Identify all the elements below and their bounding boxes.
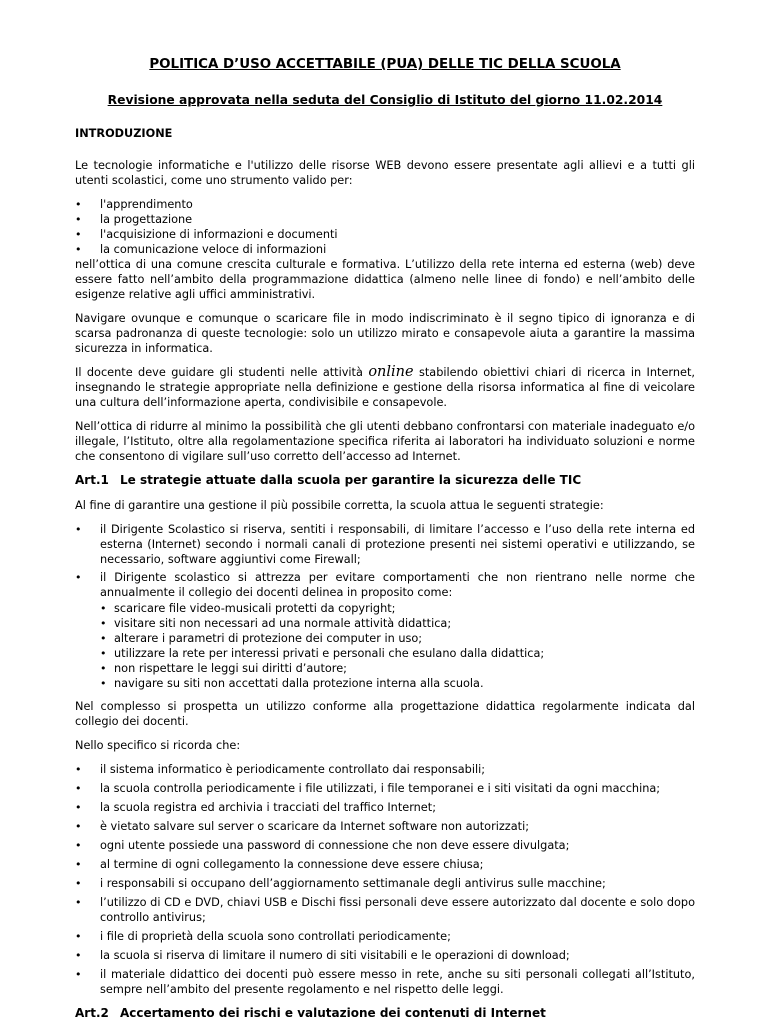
list-item: • la scuola si riserva di limitare il numero di siti visitabili e le operazioni di download;	[75, 948, 695, 963]
document-title: POLITICA D’USO ACCETTABILE (PUA) DELLE TIC DELLA SCUOLA	[149, 57, 621, 72]
article-1-paragraph-2: Nel complesso si prospetta un utilizzo conforme alla progettazione didattica regolarmente indicata dal collegio dei docenti.	[75, 700, 695, 728]
article-2-title: Accertamento dei rischi e valutazione dei contenuti di Internet	[120, 1006, 546, 1020]
list-item: • la scuola registra ed archivia i tracciati del traffico Internet;	[75, 800, 695, 815]
list-item: • l’utilizzo di CD e DVD, chiavi USB e Dischi fissi personali deve essere autorizzato dal docente e solo dopo controllo antivirus;	[75, 895, 695, 925]
intro-paragraph-1: Le tecnologie informatiche e l'utilizzo delle risorse WEB devono essere presentate agli allievi e a tutti gli utenti scolastici, come uno strumento valido per:	[75, 159, 695, 187]
intro-paragraph-2: nell’ottica di una comune crescita culturale e formativa. L’utilizzo della rete interna ed esterna (web) deve essere fatto nell’ambito della programmazione didattica (almeno nelle linee di fondo) e nell’ambito delle esigenze relative agli uffici amministrativi.	[75, 258, 695, 301]
intro-heading: INTRODUZIONE	[75, 127, 173, 140]
intro-paragraph-4	[75, 365, 695, 410]
document-subtitle: Revisione approvata nella seduta del Consiglio di Istituto del giorno 11.02.2014	[107, 93, 663, 107]
intro-paragraph-5: Nell’ottica di ridurre al minimo la possibilità che gli utenti debbano confrontarsi con materiale inadeguato e/o illegale, l’Istituto, oltre alla regolamentazione specifica riferita ai laboratori ha individuato soluzioni e norme che consentono di vigilare sull’uso corretto dell’accesso ad Internet.	[75, 420, 695, 463]
article-1-paragraph-3: Nello specifico si ricorda che:	[75, 739, 241, 752]
sublist-item: • navigare su siti non accettati dalla protezione interna alla scuola.	[100, 676, 695, 691]
article-2-heading	[75, 1006, 695, 1021]
article-1-reminders-list	[75, 762, 695, 997]
list-item: • l'acquisizione di informazioni e documenti	[75, 227, 695, 242]
list-item: • il Dirigente Scolastico si riserva, sentiti i responsabili, di limitare l’accesso e l’uso della rete interna ed esterna (Internet) secondo i normali canali di protezione presenti nei sistemi operativi e utilizzando, se necessario, software aggiuntivi come Firewall;	[75, 522, 695, 567]
list-item: • è vietato salvare sul server o scaricare da Internet software non autorizzati;	[75, 819, 695, 834]
list-item: • la progettazione	[75, 212, 695, 227]
sublist-item: • alterare i parametri di protezione dei computer in uso;	[100, 631, 695, 646]
article-1-heading	[75, 473, 695, 488]
sublist-item: • utilizzare la rete per interessi privati e personali che esulano dalla didattica;	[100, 646, 695, 661]
sublist-item: • scaricare file video-musicali protetti da copyright;	[100, 601, 695, 616]
sublist-item: • visitare siti non necessari ad una normale attività didattica;	[100, 616, 695, 631]
list-item: • al termine di ogni collegamento la connessione deve essere chiusa;	[75, 857, 695, 872]
article-2-number: Art.2	[75, 1006, 109, 1020]
list-item: • i responsabili si occupano dell’aggiornamento settimanale degli antivirus sulle macchine;	[75, 876, 695, 891]
document-body	[75, 158, 695, 1031]
intro-list	[75, 197, 695, 257]
list-item: • la comunicazione veloce di informazioni	[75, 242, 695, 257]
article-1-number: Art.1	[75, 473, 109, 487]
intro-paragraph-3: Navigare ovunque e comunque o scaricare file in modo indiscriminato è il segno tipico di ignoranza e di scarsa padronanza di queste tecnologie: solo un utilizzo mirato e consapevole aiuta a garantire la massima sicurezza in informatica.	[75, 312, 695, 355]
intro-p4-before: Il docente deve guidare gli studenti nelle attività	[75, 366, 369, 379]
article-1-strategies-list	[75, 522, 695, 691]
list-item: • ogni utente possiede una password di connessione che non deve essere divulgata;	[75, 838, 695, 853]
forbidden-behaviours-list	[100, 601, 695, 691]
article-1-title: Le strategie attuate dalla scuola per garantire la sicurezza delle TIC	[120, 473, 582, 487]
list-item-text: il Dirigente scolastico si attrezza per evitare comportamenti che non rientrano nelle norme che annualmente il collegio dei docenti delinea in proposito come:	[100, 571, 695, 599]
list-item: • la scuola controlla periodicamente i file utilizzati, i file temporanei e i siti visitati da ogni macchina;	[75, 781, 695, 796]
list-item: • l'apprendimento	[75, 197, 695, 212]
list-item: • il sistema informatico è periodicamente controllato dai responsabili;	[75, 762, 695, 777]
list-item: • il materiale didattico dei docenti può essere messo in rete, anche su siti personali collegati all’Istituto, sempre nell’ambito del presente regolamento e nel rispetto delle leggi.	[75, 967, 695, 997]
online-word: online	[368, 364, 414, 380]
list-item	[75, 570, 695, 691]
list-item: • i file di proprietà della scuola sono controllati periodicamente;	[75, 929, 695, 944]
article-1-paragraph-1: Al fine di garantire una gestione il più possibile corretta, la scuola attua le seguenti strategie:	[75, 499, 604, 512]
sublist-item: • non rispettare le leggi sui diritti d’autore;	[100, 661, 695, 676]
intro-p4-after: stabilendo obiettivi chiari di ricerca in Internet, insegnando le strategie appropriate nella definizione e gestione della risorsa informatica al fine di veicolare una cultura dell’informazione aperta, condivisibile e consapevole.	[75, 366, 695, 409]
